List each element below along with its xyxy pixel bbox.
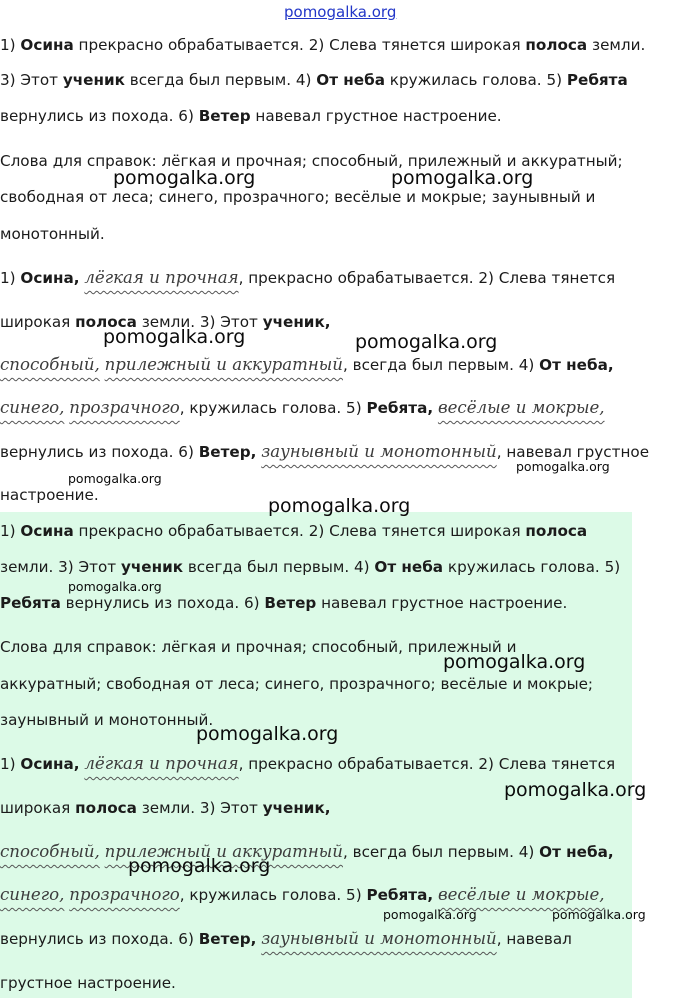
watermark: pomogalka.org <box>443 651 586 673</box>
answer-line-3: способный, прилежный и аккуратный, всегда был первым. 4) От неба, <box>0 842 614 861</box>
watermark: pomogalka.org <box>552 907 646 922</box>
answer-line-4: синего, прозрачного, кружилась голова. 5) Ребята, весёлые и мокрые, <box>0 398 605 417</box>
answer-line-5: вернулись из похода. 6) Ветер, заунывный и монотонный, навевал <box>0 929 572 948</box>
answer-line-1: 1) Осина, лёгкая и прочная, прекрасно обрабатывается. 2) Слева тянется <box>0 268 616 287</box>
task-line-3: Ребята вернулись из похода. 6) Ветер навевал грустное настроение. <box>0 594 568 612</box>
answer-line-2: широкая полоса земли. 3) Этот ученик, <box>0 313 331 331</box>
watermark: pomogalka.org <box>128 855 271 877</box>
hints-line-2: аккуратный; свободная от леса; синего, прозрачного; весёлые и мокрые; <box>0 675 594 693</box>
watermark: pomogalka.org <box>504 779 647 801</box>
watermark: pomogalka.org <box>383 907 477 922</box>
answer-line-6: настроение. <box>0 486 99 504</box>
task-line-2: 3) Этот ученик всегда был первым. 4) От неба кружилась голова. 5) Ребята <box>0 71 628 89</box>
hints-line-3: заунывный и монотонный. <box>0 711 214 729</box>
watermark: pomogalka.org <box>196 723 339 745</box>
answer-line-6: грустное настроение. <box>0 974 176 992</box>
hints-line-1: Слова для справок: лёгкая и прочная; способный, прилежный и аккуратный; <box>0 152 623 170</box>
answer-line-1: 1) Осина, лёгкая и прочная, прекрасно обрабатывается. 2) Слева тянется <box>0 754 616 773</box>
watermark: pomogalka.org <box>268 495 411 517</box>
watermark: pomogalka.org <box>391 167 534 189</box>
site-header-link[interactable]: pomogalka.org <box>284 3 397 21</box>
watermark: pomogalka.org <box>68 471 162 486</box>
watermark: pomogalka.org <box>355 331 498 353</box>
watermark: pomogalka.org <box>516 459 610 474</box>
task-line-2: земли. 3) Этот ученик всегда был первым. 4) От неба кружилась голова. 5) <box>0 558 621 576</box>
hints-line-1: Слова для справок: лёгкая и прочная; способный, прилежный и <box>0 638 517 656</box>
watermark: pomogalka.org <box>68 579 162 594</box>
hints-line-3: монотонный. <box>0 225 105 243</box>
answer-line-2: широкая полоса земли. 3) Этот ученик, <box>0 799 331 817</box>
answer-line-3: способный, прилежный и аккуратный, всегда был первым. 4) От неба, <box>0 355 614 374</box>
hints-line-2: свободная от леса; синего, прозрачного; весёлые и мокрые; заунывный и <box>0 188 596 206</box>
task-line-3: вернулись из похода. 6) Ветер навевал грустное настроение. <box>0 107 502 125</box>
answer-line-4: синего, прозрачного, кружилась голова. 5) Ребята, весёлые и мокрые, <box>0 885 605 904</box>
task-line-1: 1) Осина прекрасно обрабатывается. 2) Слева тянется широкая полоса <box>0 522 588 540</box>
answer-line-5: вернулись из похода. 6) Ветер, заунывный и монотонный, навевал грустное <box>0 442 650 461</box>
watermark: pomogalka.org <box>103 326 246 348</box>
task-line-1: 1) Осина прекрасно обрабатывается. 2) Слева тянется широкая полоса земли. <box>0 36 646 54</box>
watermark: pomogalka.org <box>113 167 256 189</box>
